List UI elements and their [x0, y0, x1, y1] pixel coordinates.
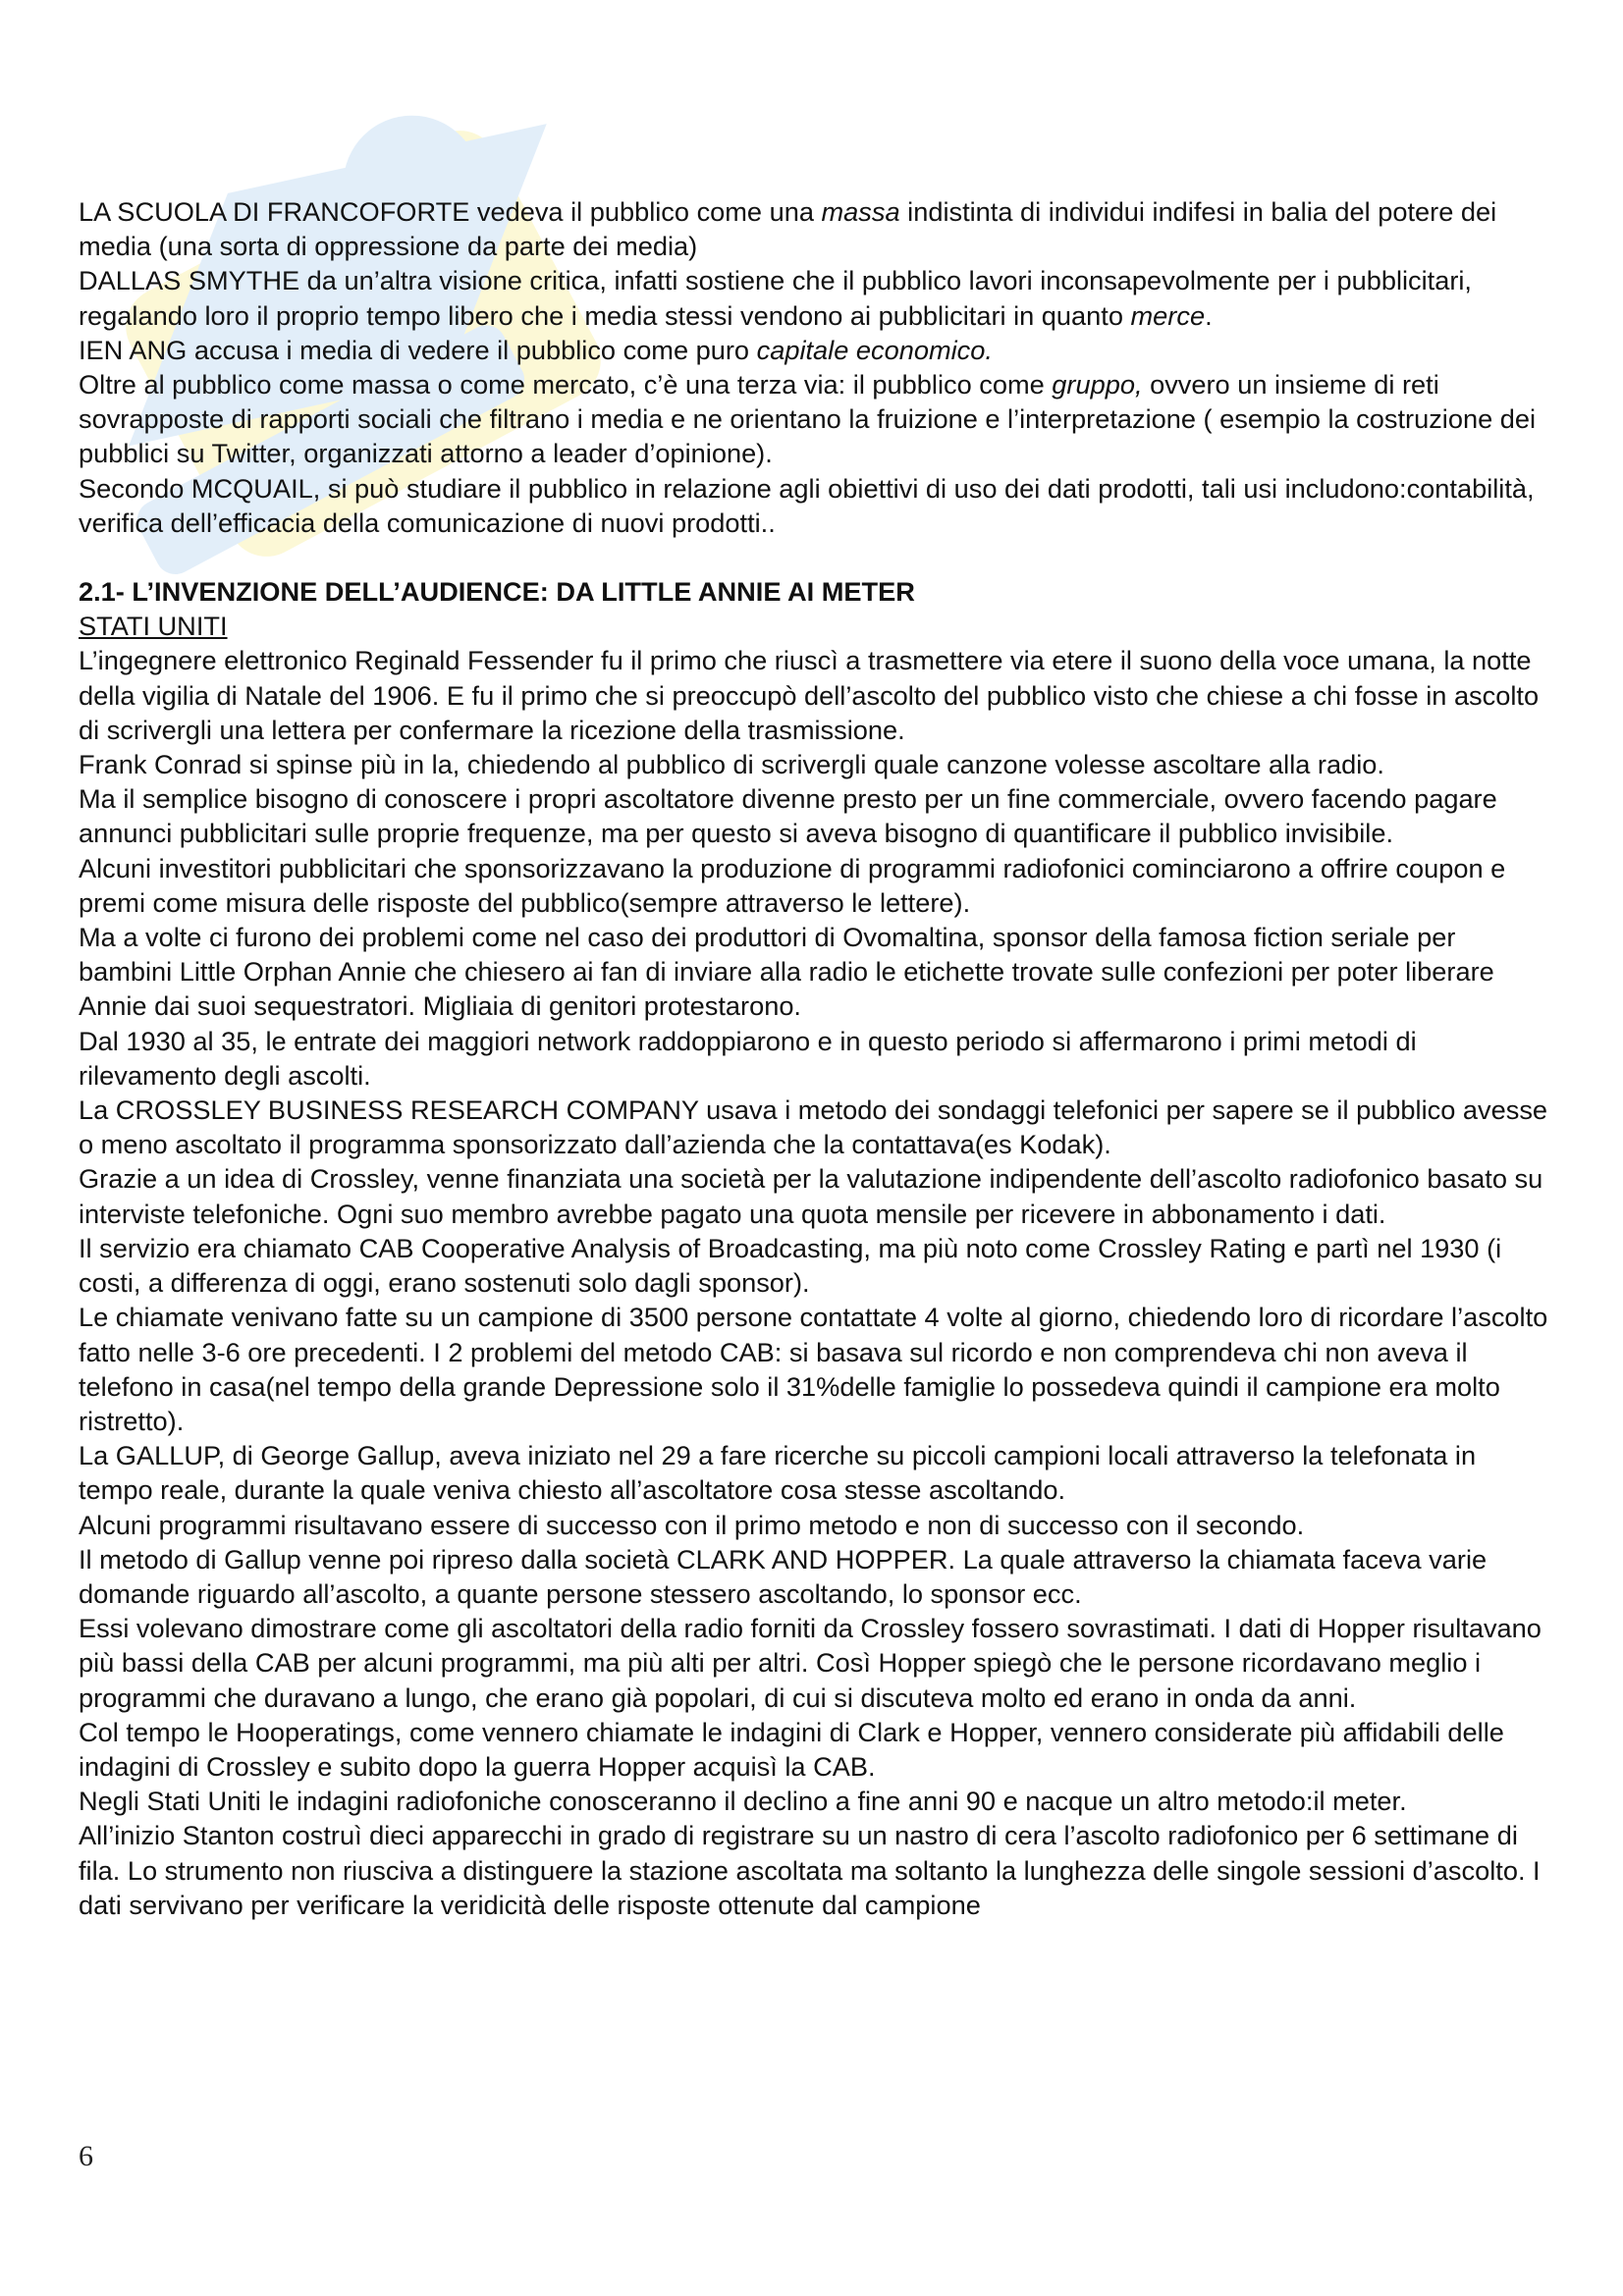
- section-heading: 2.1- L’INVENZIONE DELL’AUDIENCE: DA LITTLE ANNIE AI METER: [79, 576, 915, 608]
- text-run: Oltre al pubblico come massa o come mercato, c’è una terza via: il pubblico come: [79, 369, 1053, 400]
- section-subheading: STATI UNITI: [79, 611, 228, 642]
- italic-term: massa: [821, 196, 900, 227]
- paragraph: Dal 1930 al 35, le entrate dei maggiori network raddoppiarono e in questo periodo si affermarono i primi metodi di rilevamento degli ascolti.: [79, 1025, 1417, 1091]
- paragraph: Il metodo di Gallup venne poi ripreso dalla società CLARK AND HOPPER. La quale attraverso la chiamata faceva varie domande riguardo all’ascolto, a quante persone stessero ascoltando, lo sponsor ecc.: [79, 1543, 1488, 1609]
- paragraph: Il servizio era chiamato CAB Cooperative Analysis of Broadcasting, ma più noto come Crossley Rating e partì nel 1930 (i costi, a differenza di oggi, erano sostenuti solo dagli sponsor).: [79, 1232, 1502, 1299]
- paragraph: Le chiamate venivano fatte su un campione di 3500 persone contattate 4 volte al giorno, chiedendo loro di ricordare l’ascolto fatto nelle 3-6 ore precedenti. I 2 problemi del metodo CAB: si basava sul ricordo e non comprendeva chi non aveva il telefono in casa(nel tempo della grande Depressione solo il 31%delle famiglie lo possedeva quindi il campione era molto ristretto).: [79, 1302, 1548, 1436]
- paragraph: All’inizio Stanton costruì dieci apparecchi in grado di registrare su un nastro di cera l’ascolto radiofonico per 6 settimane di fila. Lo strumento non riusciva a distinguere la stazione ascoltata ma soltanto la lunghezza delle singole sessioni d’ascolto. I dati servivano per verificare la veridicità delle risposte ottenute dal campione: [79, 1820, 1541, 1920]
- document-body: [79, 194, 1551, 1922]
- text-run: indistinta di individui indifesi in balia del potere dei media (una sorta di oppressione da parte dei media): [79, 196, 1497, 262]
- italic-term: gruppo,: [1052, 369, 1143, 400]
- section-paragraphs: [79, 643, 1551, 1922]
- paragraph: Ma il semplice bisogno di conoscere i propri ascoltatore divenne presto per un fine commerciale, ovvero facendo pagare annunci pubblicitari sulle proprie frequenze, ma per questo si aveva bisogno di quantificare il pubblico invisibile.: [79, 783, 1497, 849]
- paragraph: Alcuni programmi risultavano essere di successo con il primo metodo e non di successo con il secondo.: [79, 1509, 1305, 1540]
- paragraph: Grazie a un idea di Crossley, venne finanziata una società per la valutazione indipendente dell’ascolto radiofonico basato su interviste telefoniche. Ogni suo membro avrebbe pagato una quota mensile per ricevere in abbonamento i dati.: [79, 1163, 1543, 1229]
- paragraph: Col tempo le Hooperatings, come vennero chiamate le indagini di Clark e Hopper, vennero considerate più affidabili delle indagini di Crossley e subito dopo la guerra Hopper acquisì la CAB.: [79, 1716, 1504, 1782]
- paragraph: Frank Conrad si spinse più in la, chiedendo al pubblico di scrivergli quale canzone volesse ascoltare alla radio.: [79, 749, 1384, 780]
- italic-term: capitale economico.: [756, 334, 993, 365]
- text-run: ovvero un insieme di reti sovrapposte di rapporti sociali che filtrano i media e ne orientano la fruizione e l’interpretazione ( esempio la costruzione dei pubblici su Twitter, organizzati attorno a leader d’opinione).: [79, 369, 1537, 469]
- italic-term: merce: [1130, 299, 1206, 331]
- intro-paragraph: [79, 333, 1551, 367]
- intro-paragraph: [79, 194, 1551, 263]
- text-run: IEN ANG accusa i media di vedere il pubblico come puro: [79, 334, 757, 365]
- text-run: .: [1205, 299, 1213, 331]
- text-run: DALLAS SMYTHE da un’altra visione critica, infatti sostiene che il pubblico lavori inconsapevolmente per i pubblicitari, regalando loro il proprio tempo libero che i media stessi vendono ai pubblicitari in quanto: [79, 265, 1472, 331]
- paragraph: L’ingegnere elettronico Reginald Fessender fu il primo che riuscì a trasmettere via etere il suono della voce umana, la notte della vigilia di Natale del 1906. E fu il primo che si preoccupò dell’ascolto del pubblico visto che chiese a chi fosse in ascolto di scrivergli una lettera per confermare la ricezione della trasmissione.: [79, 645, 1540, 745]
- paragraph: La GALLUP, di George Gallup, aveva iniziato nel 29 a fare ricerche su piccoli campioni locali attraverso la telefonata in tempo reale, durante la quale veniva chiesto all’ascoltatore cosa stesse ascoltando.: [79, 1440, 1477, 1506]
- intro-paragraph: [79, 263, 1551, 332]
- intro-paragraph: [79, 471, 1551, 540]
- text-run: Secondo MCQUAIL, si può studiare il pubblico in relazione agli obiettivi di uso dei dati prodotti, tali usi includono:contabilità, verifica dell’efficacia della comunicazione di nuovi prodotti..: [79, 472, 1535, 538]
- page-number: 6: [79, 2140, 93, 2172]
- intro-paragraph: [79, 367, 1551, 471]
- text-run: LA SCUOLA DI FRANCOFORTE vedeva il pubblico come una: [79, 196, 822, 227]
- paragraph: Alcuni investitori pubblicitari che sponsorizzavano la produzione di programmi radiofonici cominciarono a offrire coupon e premi come misura delle risposte del pubblico(sempre attraverso le lettere).: [79, 852, 1506, 918]
- paragraph: Essi volevano dimostrare come gli ascoltatori della radio forniti da Crossley fossero sovrastimati. I dati di Hopper risultavano più bassi della CAB per alcuni programmi, ma più alti per altri. Così Hopper spiegò che le persone ricordavano meglio i programmi che duravano a lungo, che erano già popolari, di cui si discuteva molto ed erano in onda da anni.: [79, 1613, 1542, 1713]
- intro-section: [79, 194, 1551, 540]
- paragraph: Negli Stati Uniti le indagini radiofoniche conosceranno il declino a fine anni 90 e nacque un altro metodo:il meter.: [79, 1786, 1407, 1817]
- paragraph: La CROSSLEY BUSINESS RESEARCH COMPANY usava i metodo dei sondaggi telefonici per sapere se il pubblico avesse o meno ascoltato il programma sponsorizzato dall’azienda che la contattava(es Kodak).: [79, 1095, 1548, 1160]
- paragraph: Ma a volte ci furono dei problemi come nel caso dei produttori di Ovomaltina, sponsor della famosa fiction seriale per bambini Little Orphan Annie che chiesero ai fan di inviare alla radio le etichette trovate sulle confezioni per poter liberare Annie dai suoi sequestratori. Migliaia di genitori protestarono.: [79, 922, 1494, 1022]
